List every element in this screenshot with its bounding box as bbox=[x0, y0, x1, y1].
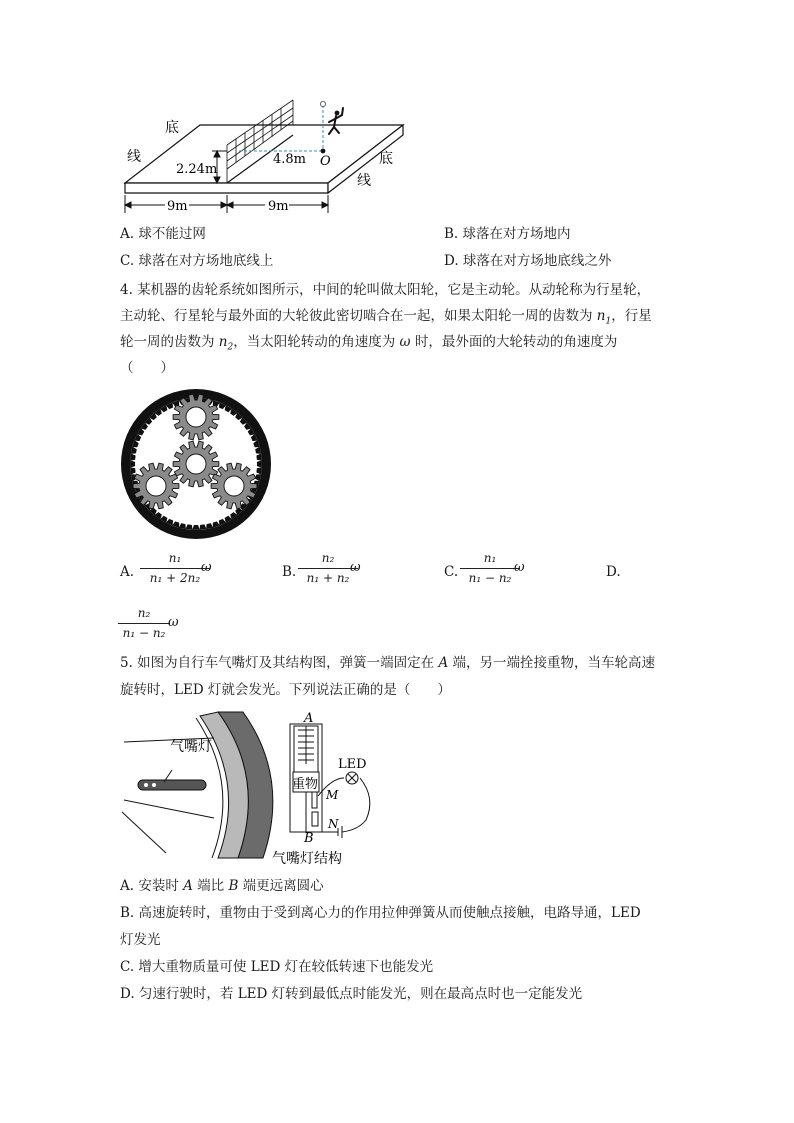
valve-lamp-figure bbox=[118, 708, 378, 868]
q5-option-a: A. 安装时 A 端比 B 端更远离圆心 bbox=[120, 878, 324, 894]
spokes bbox=[122, 738, 214, 853]
q3-option-b: B. 球落在对方场地内 bbox=[444, 226, 571, 242]
led-icon bbox=[346, 772, 358, 784]
q4-option-b-label: B. bbox=[282, 564, 297, 580]
q5-stem-line2: 旋转时，LED 灯就会发光。下列说法正确的是（ ） bbox=[120, 682, 451, 698]
ball bbox=[320, 101, 325, 106]
q4-option-c-label: C. bbox=[444, 564, 459, 580]
q4-option-a-label: A. bbox=[120, 564, 135, 580]
point-o-label: O bbox=[320, 154, 331, 169]
q4-answer-blank: （ ） bbox=[120, 360, 174, 376]
led-label: LED bbox=[338, 757, 367, 772]
structure-b-label: B bbox=[304, 831, 314, 846]
structure-a-label: A bbox=[304, 711, 314, 726]
q4-option-c-fraction: n₁ n₁ − n₂ bbox=[460, 551, 520, 591]
gear bbox=[211, 463, 257, 509]
q5-option-b-line1: B. 高速旋转时，重物由于受到离心力的作用拉伸弹簧从而使触点接触，电路导通，LED bbox=[120, 905, 641, 921]
gear-figure bbox=[118, 388, 274, 540]
q5-option-d: D. 匀速行驶时，若 LED 灯转到最低点时能发光，则在最高点时也一定能发光 bbox=[120, 986, 583, 1002]
court-figure bbox=[115, 95, 415, 220]
contact-m-label: M bbox=[326, 788, 339, 802]
net-height-label: 2.24m bbox=[176, 162, 218, 177]
right-span-label: 9m bbox=[268, 199, 289, 214]
baseline-right-di: 底 bbox=[379, 151, 393, 167]
q3-option-d: D. 球落在对方场地底线之外 bbox=[444, 253, 612, 269]
q5-stem-line1: 5. 如图为自行车气嘴灯及其结构图，弹簧一端固定在 A 端，另一端拴接重物，当车轮高速 bbox=[120, 655, 656, 671]
q4-option-b-fraction: n₂ n₁ + n₂ bbox=[298, 551, 358, 591]
lamp-label: 气嘴灯 bbox=[170, 739, 212, 755]
gear bbox=[173, 441, 219, 487]
q4-option-c-omega: ω bbox=[514, 560, 525, 575]
gear bbox=[173, 394, 219, 440]
baseline-right-xian: 线 bbox=[357, 173, 371, 189]
dimension-arrows bbox=[125, 195, 328, 213]
valve-lamp-icon bbox=[138, 770, 206, 790]
q4-stem-line2: 主动轮、行星轮与最外面的大轮彼此密切啮合在一起，如果太阳轮一周的齿数为 $n_1$，行星 bbox=[120, 308, 652, 327]
court-front bbox=[125, 183, 328, 193]
q4-option-a-omega: ω bbox=[201, 560, 212, 575]
q5-option-b-line2: 灯发光 bbox=[120, 932, 161, 948]
q4-option-b-omega: ω bbox=[350, 560, 361, 575]
gear bbox=[133, 463, 179, 509]
q4-stem-line3: 轮一周的齿数为 $n_2$，当太阳轮转动的角速度为 ω 时，最外面的大轮转动的角速度为 bbox=[120, 334, 618, 353]
q4-option-d-omega: ω bbox=[168, 615, 179, 630]
contact-n-label: N bbox=[328, 817, 339, 831]
q4-stem-line1: 4. 某机器的齿轮系统如图所示，中间的轮叫做太阳轮，它是主动轮。从动轮称为行星轮， bbox=[120, 282, 651, 298]
point-o bbox=[321, 149, 326, 154]
q4-option-d-label: D. bbox=[606, 564, 621, 580]
q5-option-c: C. 增大重物质量可使 LED 灯在较低转速下也能发光 bbox=[120, 959, 434, 975]
led-circuit bbox=[318, 778, 370, 838]
q4-option-d-fraction: n₂ n₁ − n₂ bbox=[118, 606, 170, 646]
baseline-left-xian: 线 bbox=[127, 149, 141, 165]
weight-label: 重物 bbox=[292, 777, 319, 792]
q3-option-c: C. 球落在对方场地底线上 bbox=[120, 253, 274, 269]
q3-option-a: A. 球不能过网 bbox=[120, 226, 206, 242]
structure-caption: 气嘴灯结构 bbox=[272, 851, 342, 867]
left-span-label: 9m bbox=[167, 199, 188, 214]
baseline-left-di: 底 bbox=[165, 120, 179, 136]
distance-label: 4.8m bbox=[273, 152, 307, 167]
q4-option-a-fraction: n₁ n₁ + 2n₂ bbox=[140, 551, 210, 591]
